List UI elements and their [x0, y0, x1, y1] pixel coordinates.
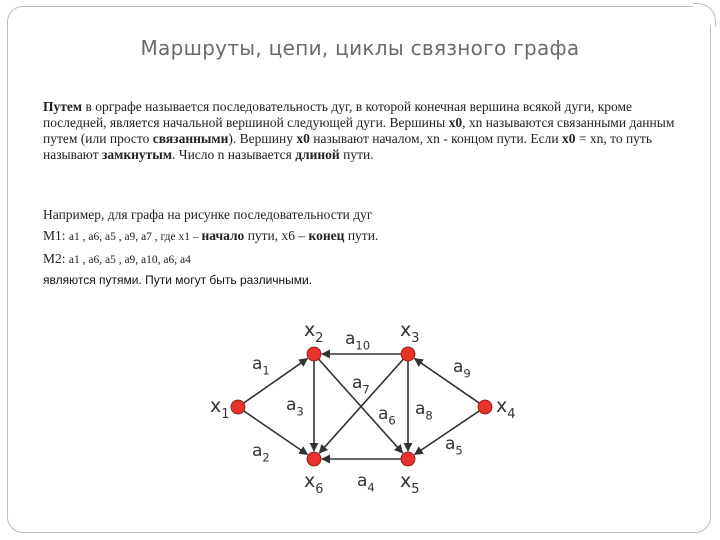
vertex-x4 [478, 400, 492, 414]
page-corner-fold [693, 3, 716, 26]
edge-a8-label: $a_8$ [415, 399, 433, 423]
m1-label: М1: [43, 228, 69, 243]
example-intro: Например, для графа на рисунке последовательности дуг [43, 207, 373, 222]
edge-a3-label: $a_3$ [286, 395, 304, 419]
edge-a7-label: $a_7$ [352, 373, 370, 397]
example-conclusion: являются путями. Пути могут быть различными. [43, 273, 313, 287]
vertex-x2-label: $x_2$ [304, 319, 324, 347]
edge-a5-label: $a_5$ [445, 434, 463, 458]
slide-title: Маршруты, цепи, циклы связного графа [140, 36, 580, 60]
m2-label: М2: [43, 251, 69, 266]
term-length: длиной [295, 147, 340, 162]
vertex-x2 [307, 347, 321, 361]
vertex-x1-label: $x_1$ [210, 395, 230, 423]
edge-a6-label: $a_6$ [378, 404, 396, 428]
edge-a9-label: $a_9$ [453, 357, 471, 381]
term-closed: замкнутым [102, 147, 173, 162]
definition-paragraph [43, 99, 683, 163]
definition-text: , xn называются связанными данным путем (или просто [43, 115, 675, 146]
digraph-figure [200, 314, 530, 498]
x0-symbol: x0 [562, 131, 576, 146]
definition-text: . Число n называется [172, 147, 296, 162]
term-linked: связанными [152, 131, 229, 146]
m1-text: пути. [344, 228, 379, 243]
m1-text: пути, x6 – [244, 228, 309, 243]
x0-symbol: x0 [296, 131, 310, 146]
vertex-x5-label: $x_5$ [400, 470, 420, 498]
definition-text: = xn, то путь называют [43, 131, 652, 162]
edge-a4-label: $a_4$ [357, 471, 375, 495]
definition-text: в орграфе называется последовательность дуг, в которой конечная вершина всякой дуги, кроме последней, является начальной вершиной следующей дуги. Вершины [43, 99, 633, 130]
vertex-x6 [307, 452, 321, 466]
vertex-x3-label: $x_3$ [400, 319, 420, 347]
example-path-m2 [43, 251, 683, 268]
vertex-x4-label: $x_4$ [496, 395, 516, 423]
term-path: Путем [43, 99, 83, 114]
vertex-x6-label: $x_6$ [304, 470, 324, 498]
x0-symbol: x0 [448, 115, 463, 130]
example-path-m1 [43, 228, 683, 245]
vertex-x5 [401, 452, 415, 466]
term-end: конец [308, 228, 345, 243]
definition-text: ). Вершину [228, 131, 297, 146]
vertex-x3 [401, 347, 415, 361]
term-start: начало [201, 228, 245, 243]
edge-a10-label: $a_{10}$ [345, 329, 371, 353]
edge-a2-label: $a_2$ [252, 441, 270, 465]
m2-sequence: a1 , a6, a5 , a9, a10, a6, a4 [68, 254, 191, 266]
vertex-x1 [231, 400, 245, 414]
edge-a9-arrow [415, 359, 480, 403]
definition-text: называют началом, xn - концом пути. Если [309, 131, 562, 146]
definition-text: пути. [339, 147, 374, 162]
edge-a1-label: $a_1$ [252, 354, 270, 378]
m1-sequence: a1 , a6, a5 , a9, a7 , где x1 – [68, 231, 202, 243]
